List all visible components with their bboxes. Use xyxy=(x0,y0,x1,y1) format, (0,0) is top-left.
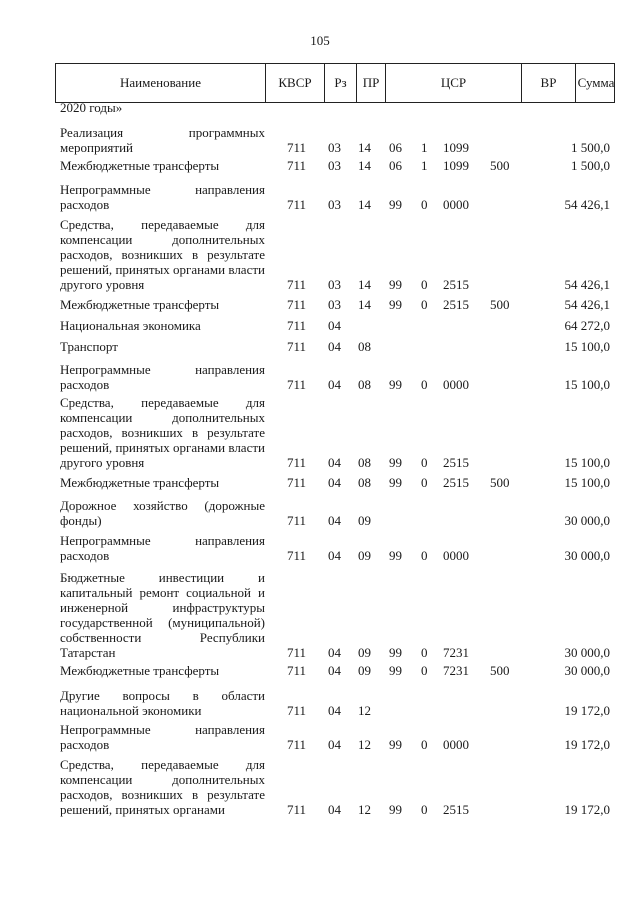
cell-kvsr: 711 xyxy=(287,318,307,333)
cell-csr1: 99 xyxy=(389,548,402,563)
table-row xyxy=(0,158,640,173)
cell-csr3: 0000 xyxy=(443,377,469,392)
table-row xyxy=(0,395,640,470)
cell-rz: 04 xyxy=(328,475,341,490)
cell-pr: 09 xyxy=(358,663,371,678)
cell-csr1: 99 xyxy=(389,802,402,817)
cell-csr2: 0 xyxy=(421,737,428,752)
row-name: 2020 годы» xyxy=(60,100,123,115)
cell-sum: 15 100,0 xyxy=(564,475,610,490)
header-sum: Сумма xyxy=(577,75,615,90)
row-name: Межбюджетные трансферты xyxy=(60,158,220,173)
cell-sum: 15 100,0 xyxy=(564,377,610,392)
cell-csr3: 2515 xyxy=(443,277,469,292)
cell-csr3: 2515 xyxy=(443,475,469,490)
cell-rz: 04 xyxy=(328,513,341,528)
row-name: Межбюджетные трансферты xyxy=(60,475,220,490)
cell-rz: 04 xyxy=(328,645,341,660)
cell-kvsr: 711 xyxy=(287,455,307,470)
table-row xyxy=(0,100,640,115)
cell-sum: 1 500,0 xyxy=(571,158,610,173)
table-row xyxy=(0,475,640,490)
cell-csr1: 99 xyxy=(389,297,402,312)
table-row xyxy=(0,339,640,354)
cell-csr2: 0 xyxy=(421,197,428,212)
cell-rz: 04 xyxy=(328,318,341,333)
cell-rz: 04 xyxy=(328,737,341,752)
cell-pr: 14 xyxy=(358,197,371,212)
cell-kvsr: 711 xyxy=(287,513,307,528)
cell-rz: 03 xyxy=(328,197,341,212)
cell-sum: 15 100,0 xyxy=(564,455,610,470)
cell-pr: 08 xyxy=(358,475,371,490)
cell-sum: 30 000,0 xyxy=(564,645,610,660)
cell-csr1: 99 xyxy=(389,645,402,660)
cell-kvsr: 711 xyxy=(287,475,307,490)
cell-pr: 08 xyxy=(358,377,371,392)
cell-sum: 19 172,0 xyxy=(564,802,610,817)
cell-rz: 04 xyxy=(328,377,341,392)
cell-pr: 14 xyxy=(358,140,371,155)
row-name: Непрограммные направления расходов xyxy=(60,722,265,752)
cell-csr2: 0 xyxy=(421,475,428,490)
cell-vr: 500 xyxy=(490,158,510,173)
cell-csr2: 0 xyxy=(421,297,428,312)
cell-kvsr: 711 xyxy=(287,377,307,392)
table-row xyxy=(0,722,640,752)
row-name: Реализация программных мероприятий xyxy=(60,125,265,155)
cell-csr2: 1 xyxy=(421,140,428,155)
cell-kvsr: 711 xyxy=(287,802,307,817)
cell-sum: 1 500,0 xyxy=(571,140,610,155)
header-kvsr: КВСР xyxy=(266,64,325,102)
cell-sum: 30 000,0 xyxy=(564,548,610,563)
cell-csr1: 99 xyxy=(389,475,402,490)
cell-csr3: 7231 xyxy=(443,645,469,660)
cell-rz: 04 xyxy=(328,663,341,678)
cell-csr3: 1099 xyxy=(443,140,469,155)
cell-rz: 03 xyxy=(328,297,341,312)
cell-sum: 54 426,1 xyxy=(564,297,610,312)
cell-rz: 04 xyxy=(328,703,341,718)
table-row xyxy=(0,125,640,155)
cell-csr1: 99 xyxy=(389,277,402,292)
cell-pr: 08 xyxy=(358,455,371,470)
table-row xyxy=(0,663,640,678)
cell-csr1: 06 xyxy=(389,140,402,155)
cell-rz: 03 xyxy=(328,277,341,292)
cell-kvsr: 711 xyxy=(287,158,307,173)
cell-csr3: 1099 xyxy=(443,158,469,173)
cell-csr1: 99 xyxy=(389,737,402,752)
cell-csr1: 99 xyxy=(389,377,402,392)
header-name: Наименование xyxy=(56,64,266,102)
cell-csr2: 0 xyxy=(421,377,428,392)
row-name: Транспорт xyxy=(60,339,118,354)
row-name: Непрограммные направления расходов xyxy=(60,533,265,563)
cell-sum: 19 172,0 xyxy=(564,737,610,752)
table-row xyxy=(0,688,640,718)
cell-pr: 12 xyxy=(358,737,371,752)
cell-csr1: 99 xyxy=(389,663,402,678)
cell-csr2: 0 xyxy=(421,663,428,678)
header-rz: Рз xyxy=(325,64,357,102)
cell-csr2: 0 xyxy=(421,277,428,292)
cell-rz: 04 xyxy=(328,802,341,817)
cell-pr: 09 xyxy=(358,513,371,528)
cell-vr: 500 xyxy=(490,663,510,678)
cell-kvsr: 711 xyxy=(287,737,307,752)
cell-sum: 30 000,0 xyxy=(564,513,610,528)
table-row xyxy=(0,318,640,333)
row-name: Другие вопросы в области национальной экономики xyxy=(60,688,265,718)
cell-csr1: 99 xyxy=(389,197,402,212)
row-name: Непрограммные направления расходов xyxy=(60,182,265,212)
cell-rz: 03 xyxy=(328,140,341,155)
cell-pr: 14 xyxy=(358,277,371,292)
cell-sum: 54 426,1 xyxy=(564,277,610,292)
cell-kvsr: 711 xyxy=(287,140,307,155)
table-row xyxy=(0,533,640,563)
table-row xyxy=(0,217,640,292)
row-name: Непрограммные направления расходов xyxy=(60,362,265,392)
cell-csr3: 7231 xyxy=(443,663,469,678)
row-name: Бюджетные инвестиции и капитальный ремонт социальной и инженерной инфраструктуры государственной (муниципальной) собственности Республики Татарстан xyxy=(60,570,265,660)
cell-pr: 12 xyxy=(358,802,371,817)
cell-kvsr: 711 xyxy=(287,197,307,212)
cell-kvsr: 711 xyxy=(287,663,307,678)
table-row xyxy=(0,362,640,392)
cell-kvsr: 711 xyxy=(287,277,307,292)
cell-csr3: 2515 xyxy=(443,297,469,312)
cell-kvsr: 711 xyxy=(287,339,307,354)
cell-csr3: 2515 xyxy=(443,455,469,470)
cell-sum: 30 000,0 xyxy=(564,663,610,678)
cell-csr2: 0 xyxy=(421,548,428,563)
cell-vr: 500 xyxy=(490,297,510,312)
cell-csr2: 0 xyxy=(421,645,428,660)
cell-pr: 08 xyxy=(358,339,371,354)
cell-pr: 09 xyxy=(358,645,371,660)
cell-csr3: 2515 xyxy=(443,802,469,817)
header-csr: ЦСР xyxy=(386,64,522,102)
cell-csr3: 0000 xyxy=(443,548,469,563)
header-pr: ПР xyxy=(357,64,386,102)
cell-sum: 64 272,0 xyxy=(564,318,610,333)
row-name: Национальная экономика xyxy=(60,318,201,333)
table-header xyxy=(55,63,615,103)
table-row xyxy=(0,757,640,817)
cell-rz: 03 xyxy=(328,158,341,173)
cell-vr: 500 xyxy=(490,475,510,490)
cell-csr1: 99 xyxy=(389,455,402,470)
cell-pr: 14 xyxy=(358,158,371,173)
table-row xyxy=(0,498,640,528)
cell-pr: 09 xyxy=(358,548,371,563)
cell-pr: 12 xyxy=(358,703,371,718)
page-number: 105 xyxy=(310,33,330,48)
row-name: Средства, передаваемые для компенсации дополнительных расходов, возникших в результате решений, принятых органами xyxy=(60,757,265,817)
cell-kvsr: 711 xyxy=(287,703,307,718)
cell-csr3: 0000 xyxy=(443,197,469,212)
table-row xyxy=(0,297,640,312)
cell-sum: 54 426,1 xyxy=(564,197,610,212)
cell-kvsr: 711 xyxy=(287,297,307,312)
row-name: Средства, передаваемые для компенсации дополнительных расходов, возникших в результате решений, принятых органами власти другого уровня xyxy=(60,395,265,470)
cell-kvsr: 711 xyxy=(287,645,307,660)
row-name: Межбюджетные трансферты xyxy=(60,297,220,312)
table-row xyxy=(0,570,640,660)
header-vr: ВР xyxy=(522,64,576,102)
cell-rz: 04 xyxy=(328,339,341,354)
cell-pr: 14 xyxy=(358,297,371,312)
cell-kvsr: 711 xyxy=(287,548,307,563)
cell-csr2: 1 xyxy=(421,158,428,173)
cell-rz: 04 xyxy=(328,455,341,470)
cell-rz: 04 xyxy=(328,548,341,563)
row-name: Средства, передаваемые для компенсации дополнительных расходов, возникших в результате решений, принятых органами власти другого уровня xyxy=(60,217,265,292)
cell-sum: 19 172,0 xyxy=(564,703,610,718)
cell-csr1: 06 xyxy=(389,158,402,173)
cell-csr3: 0000 xyxy=(443,737,469,752)
row-name: Межбюджетные трансферты xyxy=(60,663,220,678)
cell-csr2: 0 xyxy=(421,802,428,817)
table-row xyxy=(0,182,640,212)
cell-sum: 15 100,0 xyxy=(564,339,610,354)
cell-csr2: 0 xyxy=(421,455,428,470)
row-name: Дорожное хозяйство (дорожные фонды) xyxy=(60,498,265,528)
